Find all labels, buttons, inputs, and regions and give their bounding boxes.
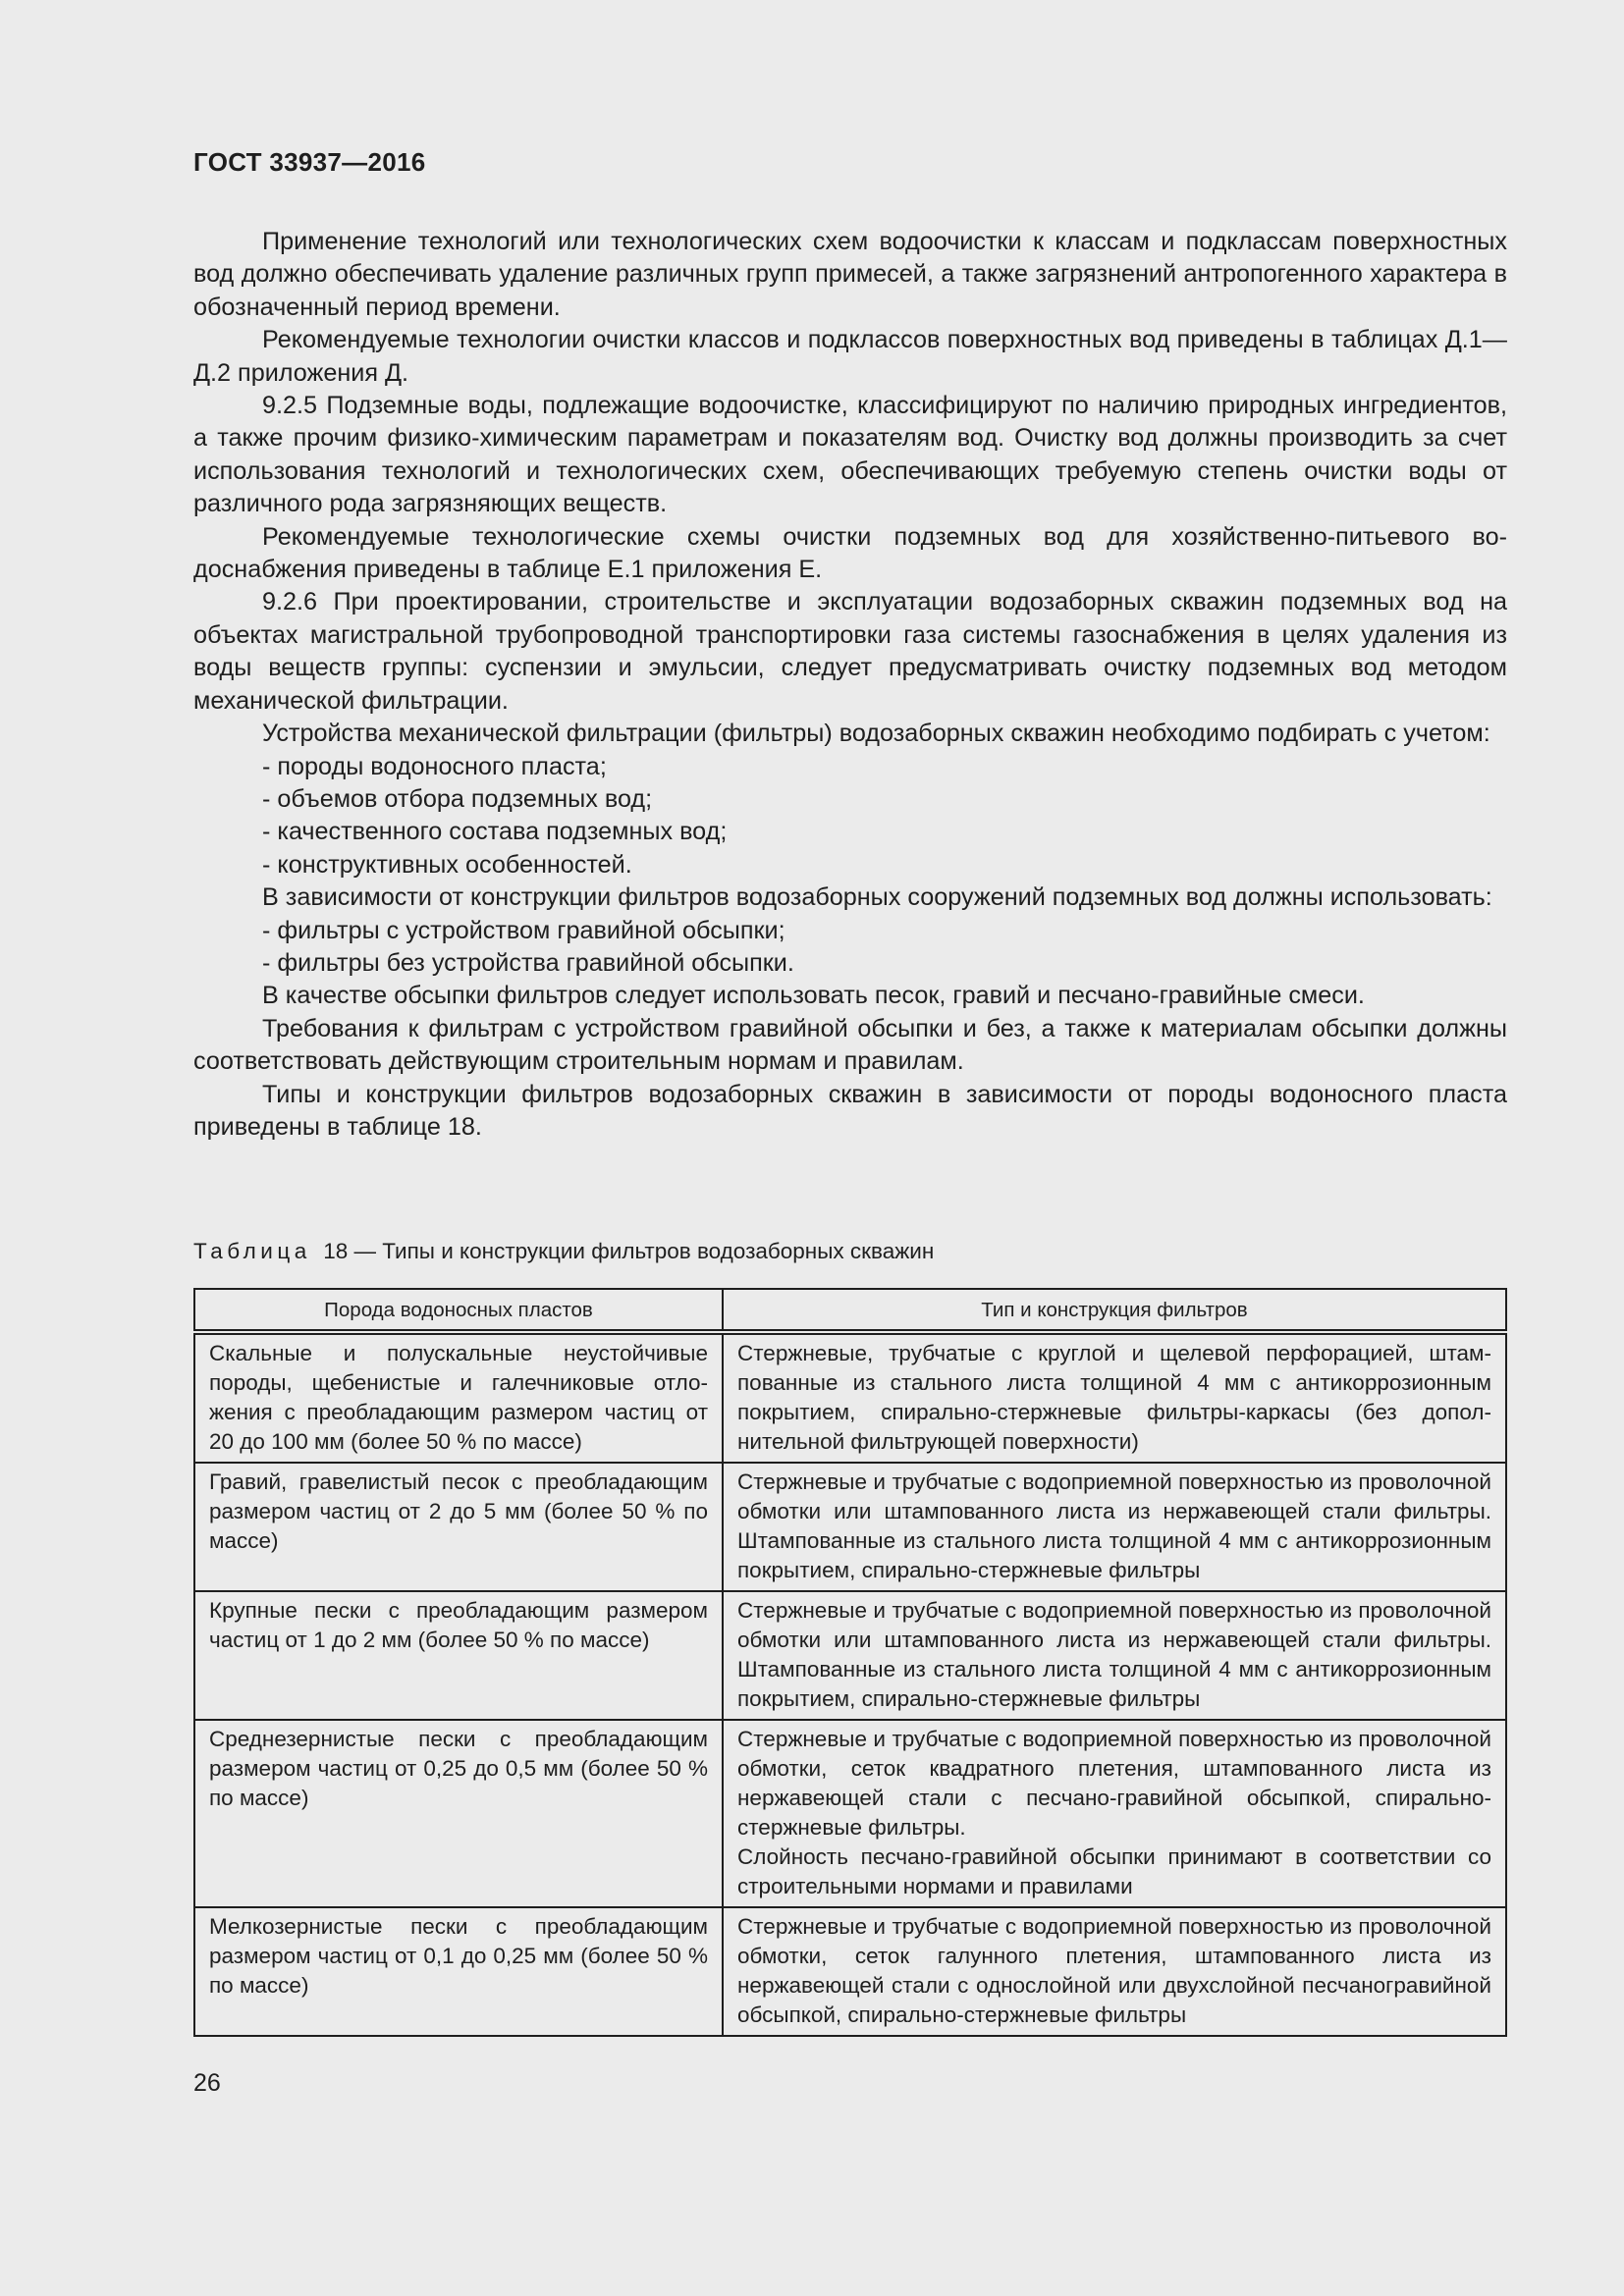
filter-text: Стержневые и трубчатые с водоприемной поверхностью из проволочной обмотки, сеток галунного плетения, штампованного листа из нержавеющей стали с однослойной или двухслойной песчаногравийной обсыпкой, спирально-стержневые фильтры	[737, 1914, 1491, 2027]
list-item: - породы водоносного пласта;	[262, 752, 607, 780]
paragraph: Рекомендуемые технологические схемы очистки подземных вод для хозяйственно-питьевого водоснабжения приведены в таблице Е.1 приложения Е.	[193, 522, 1507, 584]
filters-table	[193, 1288, 1507, 2037]
paragraph: В зависимости от конструкции фильтров водозаборных сооружений подземных вод должны использовать:	[262, 883, 1492, 912]
table-row	[194, 1907, 1506, 2036]
list-item: - фильтры без устройства гравийной обсыпки.	[262, 948, 794, 977]
table-caption	[193, 1239, 934, 1264]
filter-text: Стержневые, трубчатые с круглой и щелевой перфорацией, штампованные из стального листа толщиной 4 мм с антикоррозионным покрытием, спирально-стержневые фильтры-каркасы (без дополнительной фильтрующей поверхности)	[737, 1341, 1491, 1454]
filter-cell	[723, 1332, 1506, 1463]
rock-cell: Крупные пески с преобладающим размером частиц от 1 до 2 мм (более 50 % по массе)	[194, 1591, 723, 1720]
paragraph: Применение технологий или технологических схем водоочистки к классам и подклассам поверхностных вод должно обеспечивать удаление различных групп примесей, а также загрязнений антропогенного характера в обозначенный период времени.	[193, 228, 1507, 321]
filter-text: Слойность песчано-гравийной обсыпки принимают в соответствии со строительными нормами и правилами	[737, 1844, 1491, 1898]
paragraph: В качестве обсыпки фильтров следует использовать песок, гравий и песчано-гравийные смеси.	[262, 982, 1365, 1010]
paragraph: 9.2.5 Подземные воды, подлежащие водоочистке, классифицируют по наличию природных ингредиентов, а также прочим физико-химическим параметрам и показателям вод. Очистку вод должны производить за счет использования технологий и технологических схем, обеспечивающих требуемую степень очистки воды от различного рода загрязняющих веществ.	[193, 392, 1507, 518]
body-text	[193, 226, 1507, 1144]
column-header-rock: Порода водоносных пластов	[194, 1289, 723, 1332]
filter-text: Стержневые и трубчатые с водоприемной поверхностью из проволочной обмотки или штампованного листа из нержавеющей стали фильтры. Штампованные из стального листа толщиной 4 мм с антикоррозионным покрытием, спирально-стержневые фильтры	[737, 1469, 1491, 1582]
page-number: 26	[193, 2069, 221, 2097]
filter-text: Стержневые и трубчатые с водоприемной поверхностью из проволочной обмотки или штампованного листа из нержавеющей стали фильтры. Штампованные из стального листа толщиной 4 мм с антикоррозионным покрытием, спирально-стержневые фильтры	[737, 1598, 1491, 1711]
column-header-filter: Тип и конструкция фильтров	[723, 1289, 1506, 1332]
document-standard-header: ГОСТ 33937—2016	[193, 147, 426, 177]
table-header-row	[194, 1289, 1506, 1332]
filter-cell	[723, 1463, 1506, 1591]
paragraph: 9.2.6 При проектировании, строительстве и эксплуатации водозаборных скважин подземных вод на объектах магистральной трубопроводной транспортировки газа системы газоснабжения в целях удаления из воды веществ группы: суспензии и эмульсии, следует предусматривать очистку подземных вод методом механической фильтрации.	[193, 588, 1507, 715]
rock-cell: Мелкозернистые пески с преобладающим размером частиц от 0,1 до 0,25 мм (более 50 % по массе)	[194, 1907, 723, 2036]
table-caption-label: Таблица	[193, 1239, 311, 1263]
table-row	[194, 1332, 1506, 1463]
filter-cell	[723, 1720, 1506, 1907]
list-item: - объемов отбора подземных вод;	[262, 784, 653, 813]
rock-cell: Гравий, гравелистый песок с преобладающим размером частиц от 2 до 5 мм (более 50 % по массе)	[194, 1463, 723, 1591]
table-row	[194, 1591, 1506, 1720]
paragraph: Типы и конструкции фильтров водозаборных скважин в зависимости от породы водоносного пласта приведены в таблице 18.	[193, 1080, 1507, 1141]
rock-cell: Среднезернистые пески с преобладающим размером частиц от 0,25 до 0,5 мм (более 50 % по массе)	[194, 1720, 723, 1907]
list-item: - качественного состава подземных вод;	[262, 818, 728, 846]
paragraph: Устройства механической фильтрации (фильтры) водозаборных скважин необходимо подбирать с учетом:	[262, 720, 1490, 748]
table-row	[194, 1463, 1506, 1591]
rock-cell: Скальные и полускальные неустойчивые породы, щебенистые и галечниковые отложения с преобладающим размером частиц от 20 до 100 мм (более 50 % по массе)	[194, 1332, 723, 1463]
paragraph: Рекомендуемые технологии очистки классов и подклассов поверхностных вод приведены в таблицах Д.1—Д.2 приложения Д.	[193, 326, 1507, 387]
list-item: - конструктивных особенностей.	[262, 850, 632, 879]
table-row	[194, 1720, 1506, 1907]
table-caption-text: 18 — Типы и конструкции фильтров водозаборных скважин	[323, 1239, 935, 1263]
filter-text: Стержневые и трубчатые с водоприемной поверхностью из проволочной обмотки, сеток квадратного плетения, штампованного листа из нержавеющей стали с песчано-гравийной обсыпкой, спирально-стержневые фильтры.	[737, 1727, 1491, 1840]
paragraph: Требования к фильтрам с устройством гравийной обсыпки и без, а также к материалам обсыпки должны соответствовать действующим строительным нормам и правилам.	[193, 1014, 1507, 1076]
list-item: - фильтры с устройством гравийной обсыпки;	[262, 916, 785, 944]
filter-cell	[723, 1591, 1506, 1720]
filter-cell	[723, 1907, 1506, 2036]
